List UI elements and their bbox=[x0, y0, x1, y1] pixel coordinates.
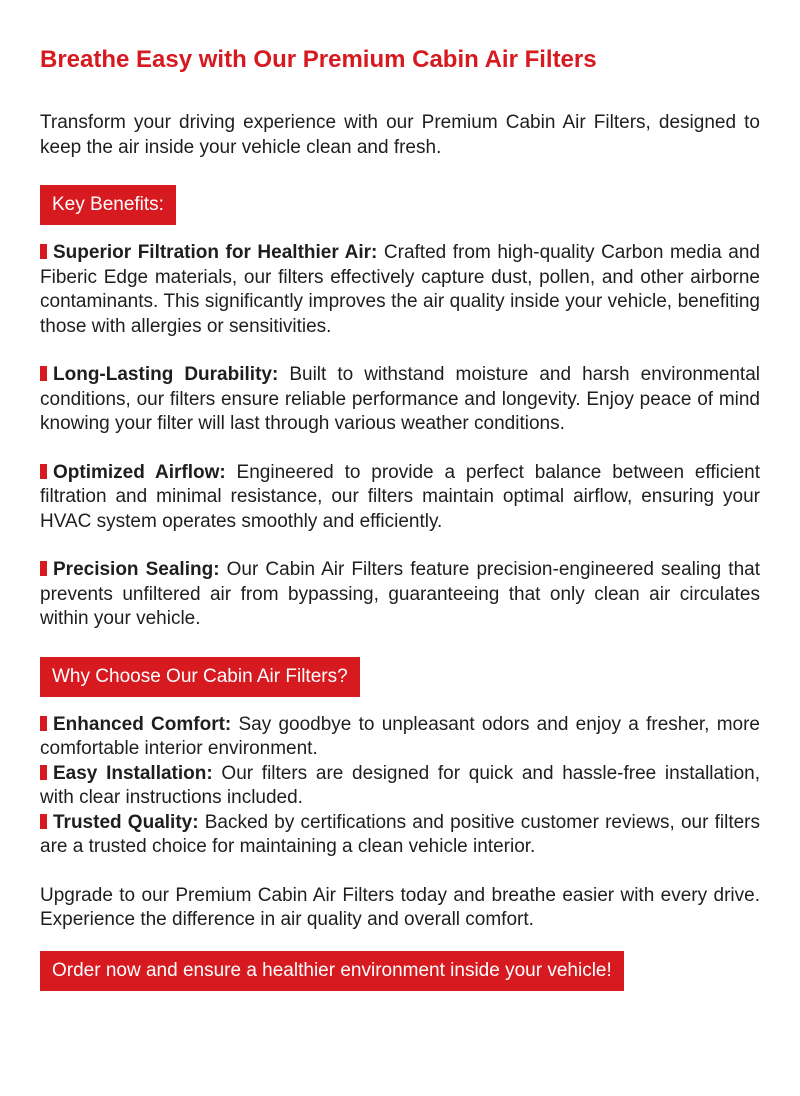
benefit-text: Crafted from high-quality Carbon media and Fiberic Edge materials, our filters effectively capture dust, pollen, and other airborne contaminants. This significantly improves the air quality inside your vehicle, benefiting those with allergies or sensitivities. bbox=[40, 242, 760, 337]
bullet-marker-icon bbox=[40, 814, 47, 829]
why-title: Trusted Quality: bbox=[53, 811, 199, 833]
why-choose-list bbox=[40, 713, 760, 860]
page-title: Breathe Easy with Our Premium Cabin Air Filters bbox=[40, 46, 597, 73]
benefit-text: Built to withstand moisture and harsh environmental conditions, our filters ensure reliable performance and longevity. Enjoy peace of mind knowing your filter will last through various weather conditions. bbox=[40, 364, 760, 434]
benefit-item-sealing bbox=[40, 558, 760, 632]
key-benefits-banner: Key Benefits: bbox=[40, 185, 176, 225]
intro-paragraph: Transform your driving experience with our Premium Cabin Air Filters, designed to keep the air inside your vehicle clean and fresh. bbox=[40, 112, 760, 158]
bullet-marker-icon bbox=[40, 244, 47, 259]
why-item-installation bbox=[40, 762, 760, 811]
why-item-quality bbox=[40, 811, 760, 860]
benefit-text: Our Cabin Air Filters feature precision-engineered sealing that prevents unfiltered air from bypassing, guaranteeing that only clean air circulates within your vehicle. bbox=[40, 559, 760, 629]
benefit-item-airflow bbox=[40, 461, 760, 535]
bullet-marker-icon bbox=[40, 464, 47, 479]
benefit-title: Superior Filtration for Healthier Air: bbox=[53, 242, 378, 263]
why-text: Our filters are designed for quick and hassle-free installation, with clear instructions included. bbox=[40, 762, 760, 808]
benefit-title: Optimized Airflow: bbox=[53, 461, 226, 483]
bullet-marker-icon bbox=[40, 561, 47, 576]
benefit-item-durability bbox=[40, 363, 760, 437]
bullet-marker-icon bbox=[40, 716, 47, 731]
bullet-marker-icon bbox=[40, 366, 47, 381]
why-text: Say goodbye to unpleasant odors and enjoy a fresher, more comfortable interior environment. bbox=[40, 713, 760, 759]
bullet-marker-icon bbox=[40, 765, 47, 780]
why-choose-banner: Why Choose Our Cabin Air Filters? bbox=[40, 657, 360, 697]
benefit-title: Precision Sealing: bbox=[53, 559, 220, 580]
call-to-action-banner: Order now and ensure a healthier environment inside your vehicle! bbox=[40, 951, 624, 991]
why-item-comfort bbox=[40, 713, 760, 762]
closing-paragraph: Upgrade to our Premium Cabin Air Filters today and breathe easier with every drive. Experience the difference in air quality and overall comfort. bbox=[40, 884, 760, 930]
why-title: Enhanced Comfort: bbox=[53, 713, 232, 735]
benefit-text: Engineered to provide a perfect balance between efficient filtration and minimal resistance, our filters maintain optimal airflow, ensuring your HVAC system operates smoothly and efficiently. bbox=[40, 461, 761, 532]
benefit-title: Long-Lasting Durability: bbox=[53, 364, 279, 385]
benefit-item-filtration bbox=[40, 241, 760, 339]
why-title: Easy Installation: bbox=[53, 762, 213, 784]
why-text: Backed by certifications and positive customer reviews, our filters are a trusted choice for maintaining a clean vehicle interior. bbox=[40, 811, 760, 857]
